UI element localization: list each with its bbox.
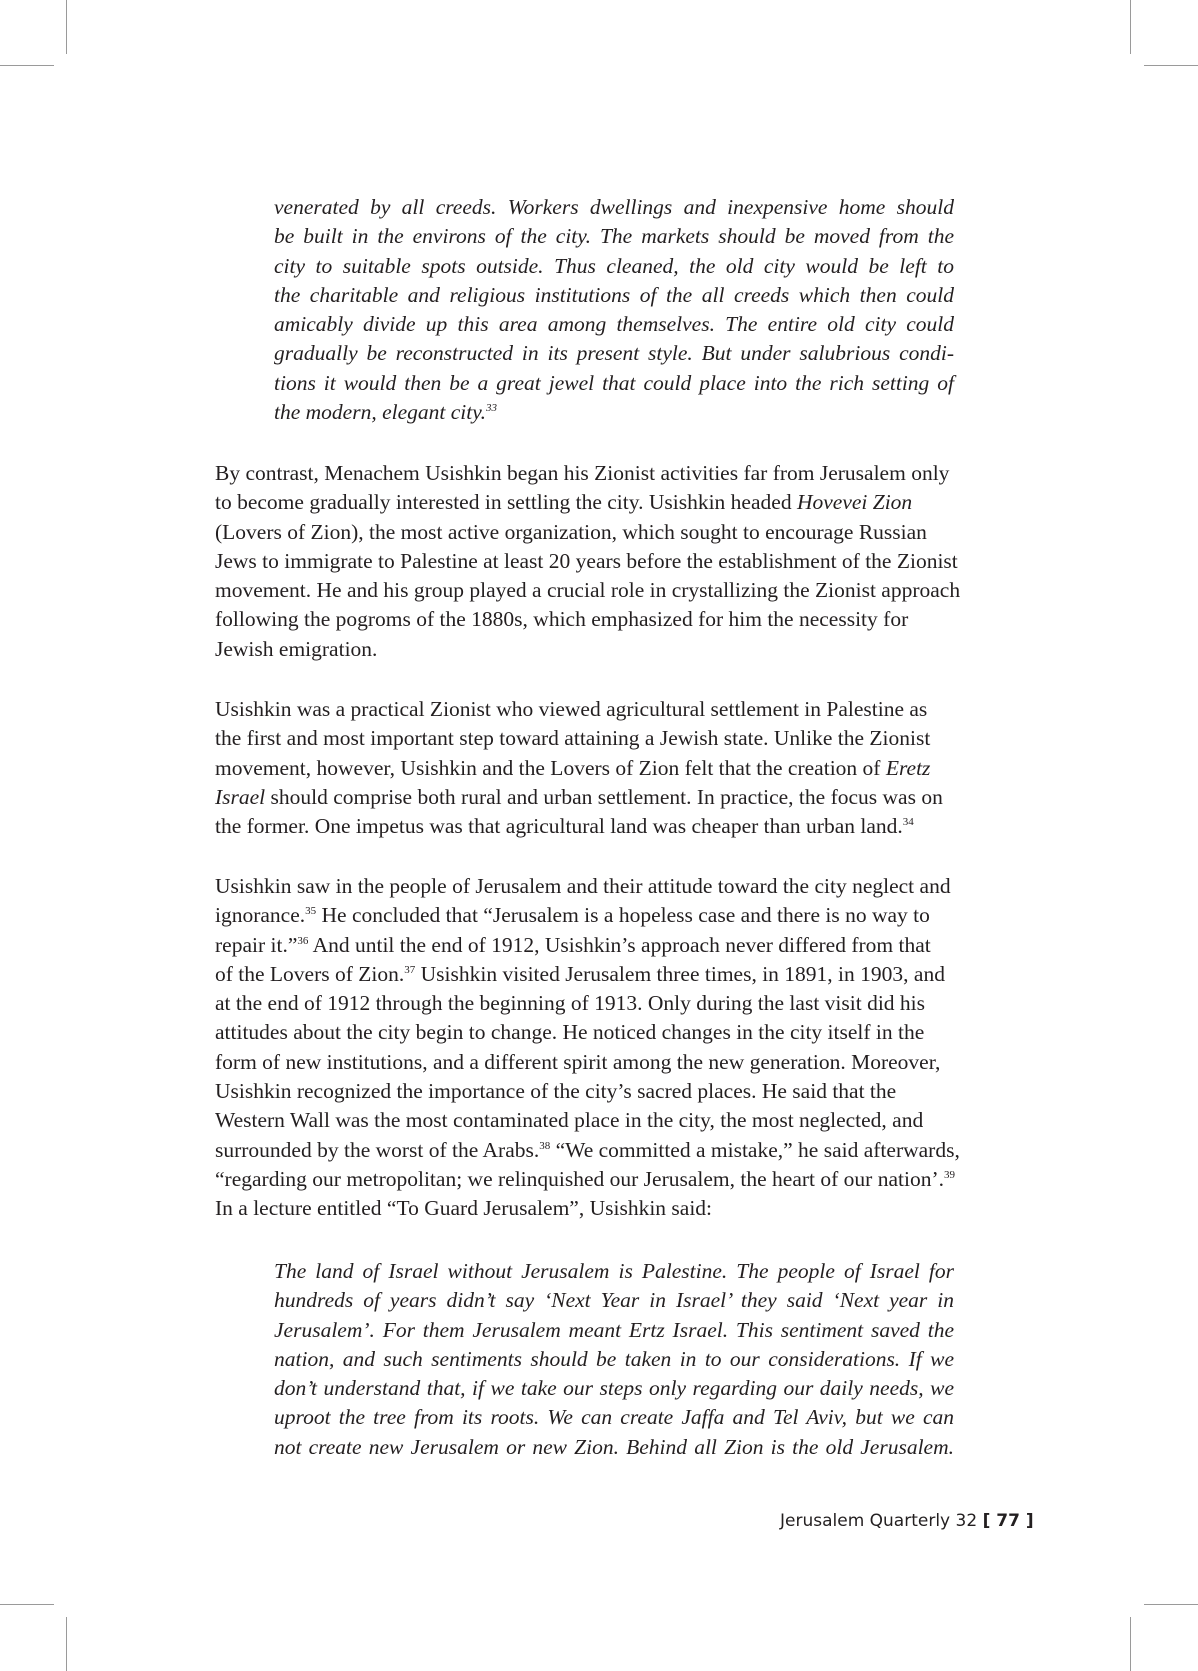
text-span: to become gradually interested in settling the city. Usishkin headed [215, 490, 797, 515]
text-span: of the Lovers of Zion. [215, 961, 405, 986]
footnote-ref: 33 [485, 402, 497, 415]
crop-mark [66, 0, 67, 54]
text-span: And until the end of 1912, Usishkin’s approach never differed from that [308, 932, 931, 957]
text-line: Western Wall was the most contaminated place in the city, the most neglected, and [215, 1108, 924, 1133]
quote-line: don’t understand that, if we take our steps only regarding our daily needs, we [274, 1376, 954, 1401]
text-line: following the pogroms of the 1880s, which emphasized for him the necessity for [215, 607, 909, 632]
text-line [215, 754, 1015, 783]
text-span: repair it.” [215, 932, 298, 957]
quote-line: tions it would then be a great jewel that could place into the rich setting of [274, 370, 954, 395]
crop-mark [1130, 1617, 1131, 1671]
italic-term: Hovevei Zion [796, 490, 913, 515]
text-span: surrounded by the worst of the Arabs. [215, 1137, 540, 1162]
quote-line: Jerusalem’. For them Jerusalem meant Ertz Israel. This sentiment saved the [274, 1317, 954, 1342]
text-span: Usishkin visited Jerusalem three times, in 1891, in 1903, and [415, 961, 945, 986]
footnote-ref: 34 [902, 816, 914, 829]
crop-mark [0, 1604, 54, 1605]
text-line [215, 488, 1015, 517]
text-line: at the end of 1912 through the beginning of 1913. Only during the last visit did his [215, 991, 926, 1016]
crop-mark [0, 65, 54, 66]
text-span: He concluded that “Jerusalem is a hopeless case and there is no way to [316, 903, 930, 928]
text-line: Jews to immigrate to Palestine at least 20 years before the establishment of the Zionist [215, 548, 958, 573]
text-line: By contrast, Menachem Usishkin began his Zionist activities far from Jerusalem only [215, 461, 950, 485]
text-line [215, 812, 1015, 841]
footnote-ref: 38 [539, 1139, 551, 1152]
footnote-ref: 39 [943, 1168, 955, 1181]
quote-line: hundreds of years didn’t say ‘Next Year in Israel’ they said ‘Next year in [274, 1288, 954, 1313]
quote-line: city to suitable spots outside. Thus cleaned, the old city would be left to [274, 253, 954, 278]
text-line: (Lovers of Zion), the most active organization, which sought to encourage Russian [215, 519, 927, 544]
text-line [215, 931, 1015, 960]
italic-term: Israel [215, 784, 266, 809]
text-line [215, 901, 1015, 930]
text-span: should comprise both rural and urban settlement. In practice, the focus was on [265, 784, 943, 809]
text-line: attitudes about the city begin to change. He noticed changes in the city itself in the [215, 1020, 925, 1045]
text-line: Jewish emigration. [215, 636, 378, 661]
quote-line: not create new Jerusalem or new Zion. Behind all Zion is the old Jerusalem. [274, 1434, 954, 1459]
text-line: Usishkin saw in the people of Jerusalem and their attitude toward the city neglect and [215, 874, 951, 898]
text-line: In a lecture entitled “To Guard Jerusalem”, Usishkin said: [215, 1196, 713, 1221]
paragraph-2 [215, 695, 1015, 841]
text-span: the former. One impetus was that agricultural land was cheaper than urban land. [215, 814, 903, 839]
text-span: movement, however, Usishkin and the Lovers of Zion felt that the creation of [215, 755, 886, 780]
quote-line: nation, and such sentiments should be taken in to our considerations. If we [274, 1346, 954, 1371]
crop-mark [1144, 1604, 1198, 1605]
quote-line: venerated by all creeds. Workers dwellings and inexpensive home should [274, 195, 954, 219]
quote-line: be built in the environs of the city. The markets should be moved from the [274, 224, 954, 249]
text-span: “We committed a mistake,” he said afterwards, [550, 1137, 960, 1162]
quote-line: gradually be reconstructed in its present style. But under salubrious condi- [274, 341, 954, 366]
block-quote-1 [274, 193, 954, 427]
text-line: form of new institutions, and a different spirit among the new generation. Moreover, [215, 1049, 941, 1074]
text-line [215, 1165, 1015, 1194]
crop-mark [66, 1617, 67, 1671]
block-quote-2 [274, 1257, 954, 1462]
footnote-ref: 36 [297, 934, 309, 947]
paragraph-3 [215, 872, 1015, 1224]
crop-mark [1130, 0, 1131, 54]
quote-line [274, 398, 954, 427]
text-line [215, 1136, 1015, 1165]
quote-text: the modern, elegant city. [274, 400, 486, 425]
text-span: ignorance. [215, 903, 306, 928]
quote-line: amicably divide up this area among themselves. The entire old city could [274, 312, 954, 337]
crop-mark [1144, 65, 1198, 66]
text-line: the first and most important step toward attaining a Jewish state. Unlike the Zionist [215, 726, 931, 751]
footnote-ref: 35 [305, 905, 317, 918]
page-footer [780, 1511, 1034, 1531]
text-line: movement. He and his group played a crucial role in crystallizing the Zionist approach [215, 578, 961, 603]
text-line [215, 960, 1015, 989]
journal-name: Jerusalem Quarterly 32 [780, 1511, 978, 1531]
footnote-ref: 37 [404, 963, 416, 976]
quote-line: uproot the tree from its roots. We can create Jaffa and Tel Aviv, but we can [274, 1405, 954, 1430]
quote-line: the charitable and religious institutions of the all creeds which then could [274, 282, 954, 307]
text-line [215, 783, 1015, 812]
page-number: [ 77 ] [982, 1511, 1034, 1531]
paragraph-1 [215, 459, 1015, 664]
text-span: “regarding our metropolitan; we relinquished our Jerusalem, the heart of our nation’. [215, 1166, 944, 1191]
text-line: Usishkin recognized the importance of the city’s sacred places. He said that the [215, 1079, 897, 1104]
italic-term: Eretz [885, 755, 931, 780]
text-line: Usishkin was a practical Zionist who viewed agricultural settlement in Palestine as [215, 697, 928, 721]
quote-line: The land of Israel without Jerusalem is Palestine. The people of Israel for [274, 1259, 954, 1283]
